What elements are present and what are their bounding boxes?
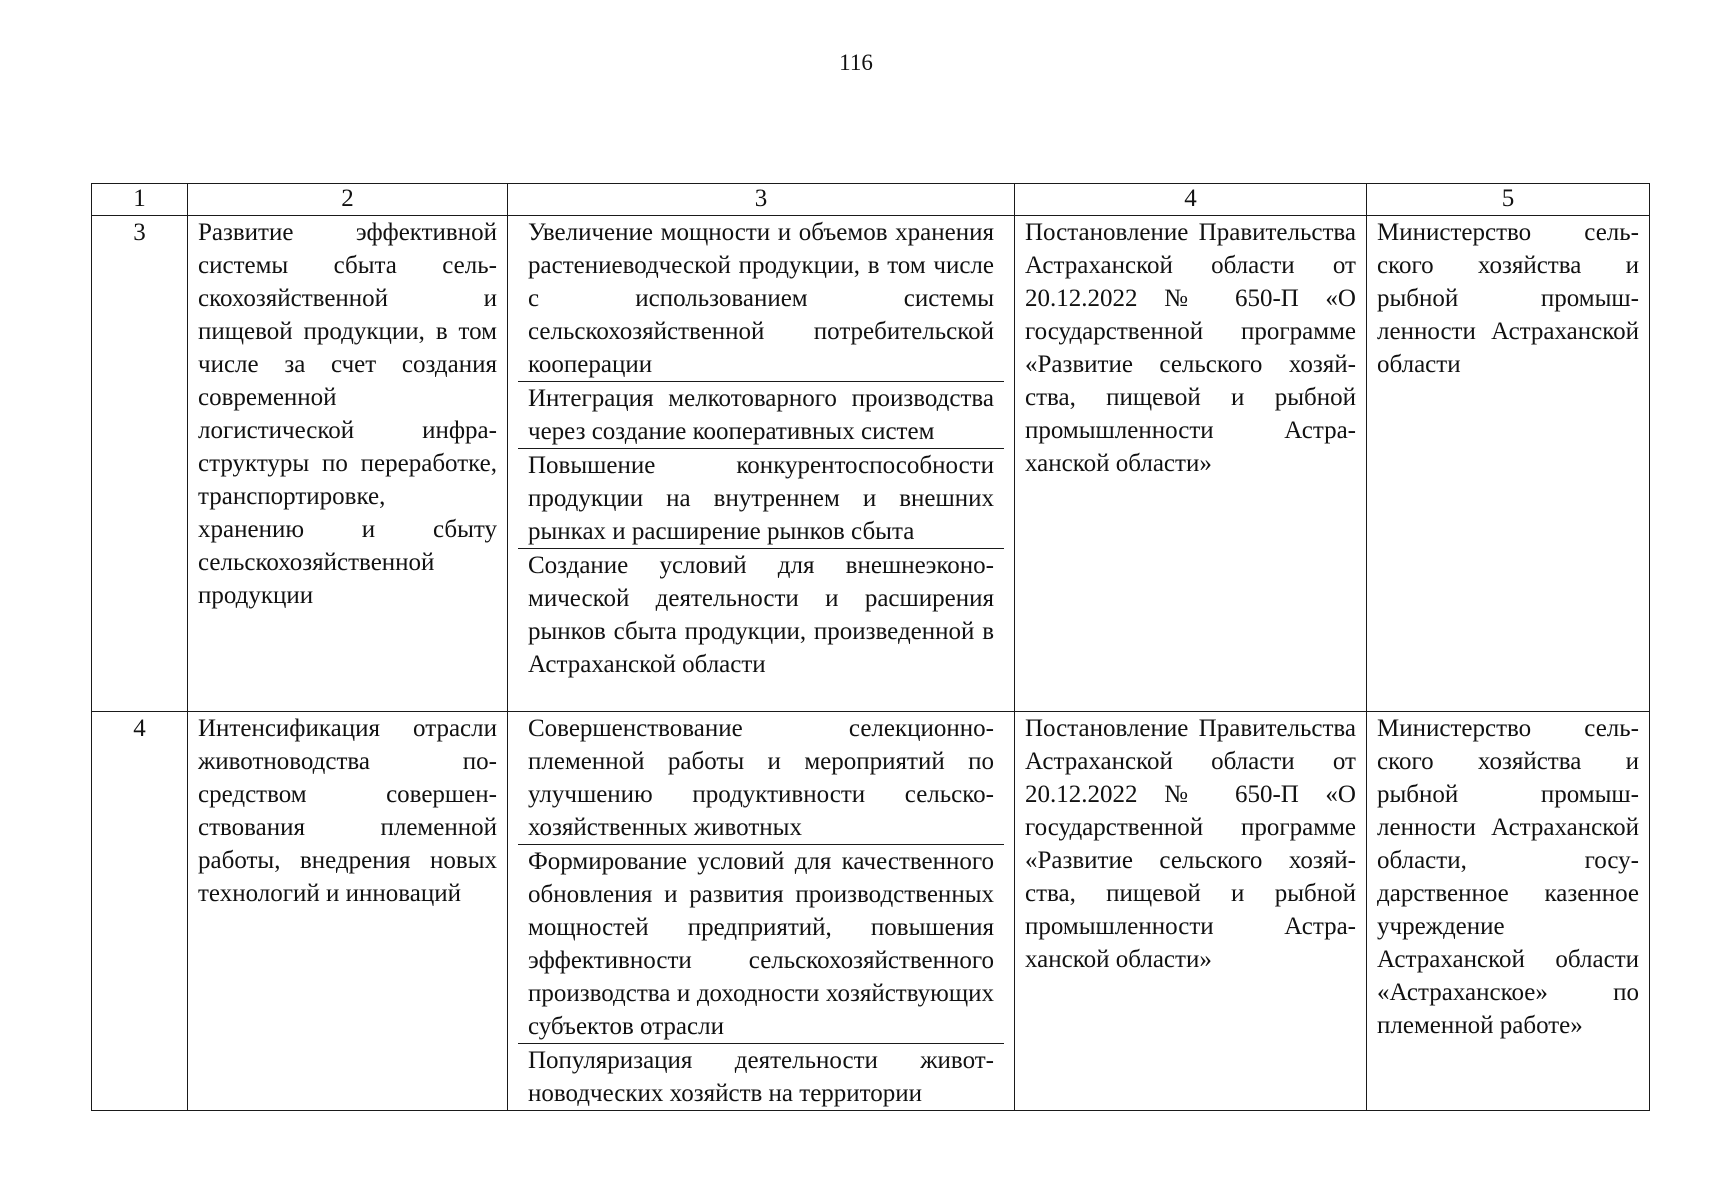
column-header: 5 (1367, 184, 1650, 216)
table-row (92, 216, 1650, 712)
measures-cell (508, 216, 1015, 712)
measure-item: Создание условий для внешнеэкономической деятельности и расширения рынков сбыта продукции, произведенной в Астраханской области (528, 552, 994, 678)
row-number: 3 (92, 216, 188, 712)
program-table (91, 183, 1650, 1111)
document-cell: Постановление Правительства Астраханской области от 20.12.2022 № 650-П «О государственной программе «Развитие сельского хозяйства, пищевой и рыбной промышленности Астраханской области» (1015, 712, 1367, 1111)
executor-cell: Министерство сельского хозяйства и рыбной промышленности Астраханской области, государственное казенное учреждение Астраханской области «Астраханское» по племенной работе» (1367, 712, 1650, 1111)
table-header-row (92, 184, 1650, 216)
goal-cell: Интенсификация отрасли животноводства посредством совершенствования племенной работы, внедрения новых технологий и инноваций (188, 712, 508, 1111)
measure-item: Формирование условий для качественного обновления и развития производственных мощностей предприятий, повышения эффективности сельскохозяйственного производства и доходности хозяйствующих субъектов отрасли (518, 845, 1004, 1044)
goal-cell: Развитие эффективной системы сбыта сельскохозяйственной и пищевой продукции, в том числе за счет создания современной логистической инфраструктуры по переработке, транспортировке, хранению и сбыту сельскохозяйственной продукции (188, 216, 508, 712)
measure-item: Повышение конкурентоспособности продукции на внутреннем и внешних рынках и расширение рынков сбыта (518, 449, 1004, 549)
column-header: 2 (188, 184, 508, 216)
column-header: 3 (508, 184, 1015, 216)
document-cell: Постановление Правительства Астраханской области от 20.12.2022 № 650-П «О государственной программе «Развитие сельского хозяйства, пищевой и рыбной промышленности Астраханской области» (1015, 216, 1367, 712)
table-row (92, 712, 1650, 1111)
row-number: 4 (92, 712, 188, 1111)
measure-item: Интеграция мелкотоварного производства через создание кооперативных систем (518, 382, 1004, 449)
page-number: 116 (839, 50, 873, 75)
measure-item: Популяризация деятельности животноводческих хозяйств на территории (528, 1047, 994, 1107)
measure-item: Совершенствование селекционно-племенной работы и мероприятий по улучшению продуктивности сельскохозяйственных животных (518, 712, 1004, 845)
column-header: 1 (92, 184, 188, 216)
column-header: 4 (1015, 184, 1367, 216)
executor-cell: Министерство сельского хозяйства и рыбной промышленности Астраханской области (1367, 216, 1650, 712)
measures-cell (508, 712, 1015, 1111)
measure-item: Увеличение мощности и объемов хранения растениеводческой продукции, в том числе с использованием системы сельскохозяйственной потребительской кооперации (518, 216, 1004, 382)
